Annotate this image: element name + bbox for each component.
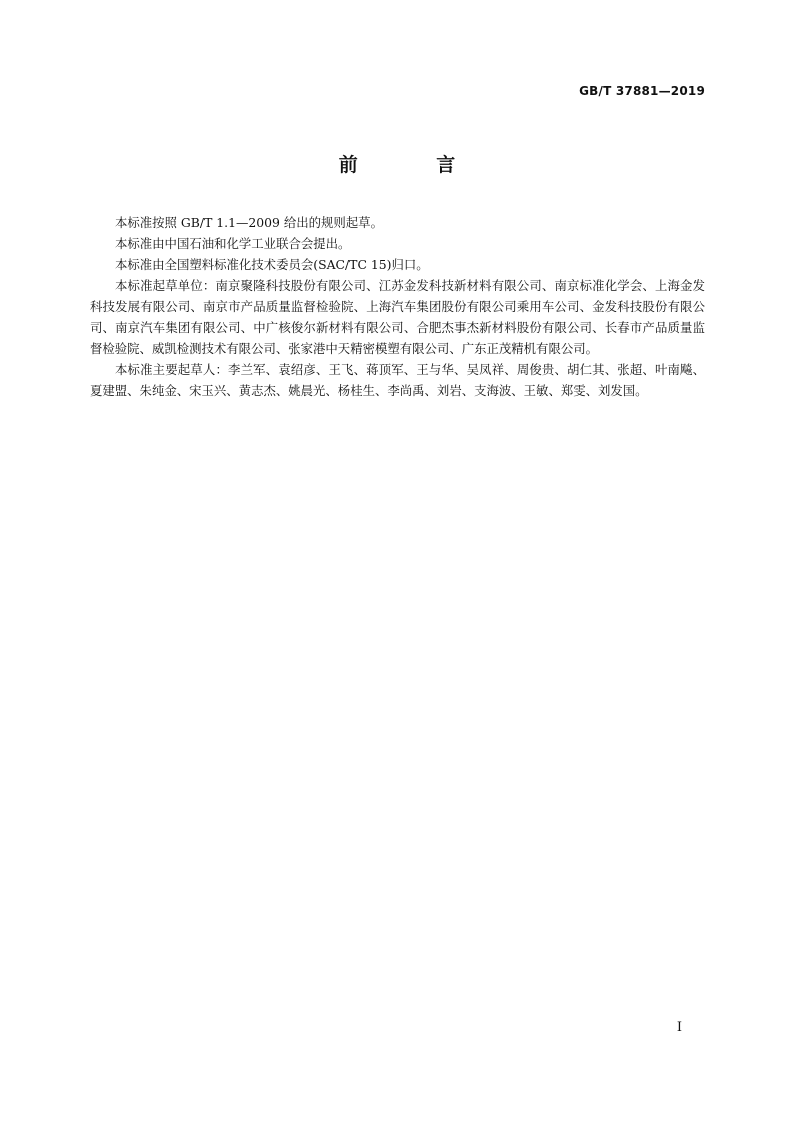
page-number: I [676,1020,682,1035]
paragraph-centralized-unit: 本标准由全国塑料标准化技术委员会(SAC/TC 15)归口。 [115,257,429,272]
standard-code: GB/T 37881—2019 [579,84,705,98]
page-title: 前 言 [338,154,492,176]
paragraph-drafting-rules: 本标准按照 GB/T 1.1—2009 给出的规则起草。 [115,215,383,230]
foreword-body [90,212,705,401]
paragraph-drafters: 本标准主要起草人：李兰军、袁绍彦、王飞、蒋顶军、王与华、吴凤祥、周俊贵、胡仁其、张超、叶南飚、夏建盟、朱纯金、宋玉兴、黄志杰、姚晨光、杨桂生、李尚禹、刘岩、支海波、王敏、郑雯、刘发国。 [90,362,705,398]
paragraph-drafting-units: 本标准起草单位：南京聚隆科技股份有限公司、江苏金发科技新材料有限公司、南京标准化学会、上海金发科技发展有限公司、南京市产品质量监督检验院、上海汽车集团股份有限公司乘用车公司、金发科技股份有限公司、南京汽车集团有限公司、中广核俊尔新材料有限公司、合肥杰事杰新材料股份有限公司、长春市产品质量监督检验院、威凯检测技术有限公司、张家港中天精密模塑有限公司、广东正茂精机有限公司。 [90,278,705,356]
paragraph-proposer: 本标准由中国石油和化学工业联合会提出。 [115,236,351,251]
